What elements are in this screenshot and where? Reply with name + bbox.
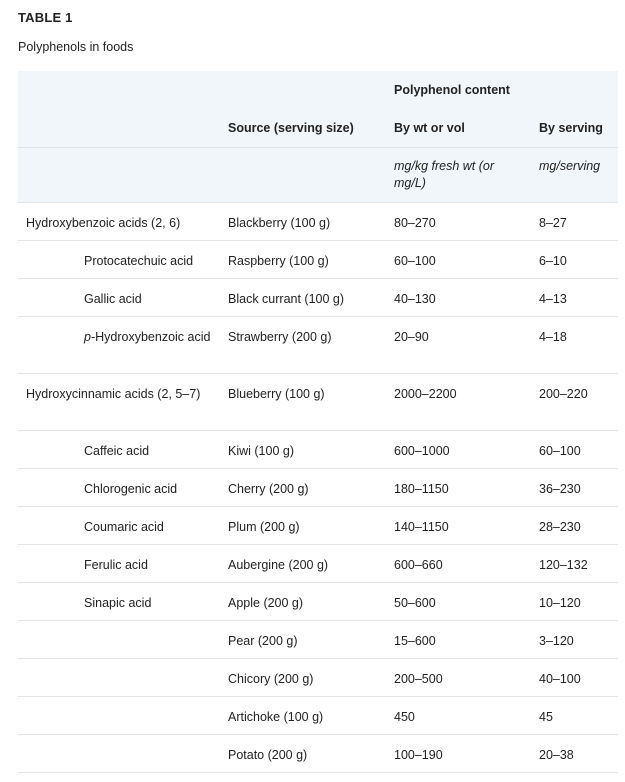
table-row [18, 468, 618, 506]
source-cell: Aubergine (200 g) [228, 557, 329, 572]
header-empty-cell [18, 71, 220, 109]
compound-cell [18, 373, 220, 430]
by-wt-cell: 140–1150 [394, 519, 449, 534]
compound-name: Protocatechuic acid [84, 253, 194, 268]
compound-cell [18, 620, 220, 658]
compound-name: Hydroxycinnamic acids (2, 5–7) [26, 386, 201, 401]
header-empty-cell [220, 147, 386, 202]
source-cell: Cherry (200 g) [228, 481, 309, 496]
compound-cell [18, 544, 220, 582]
by-serving-cell: 45 [539, 709, 553, 724]
compound-cell [18, 506, 220, 544]
compound-cell [18, 278, 220, 316]
by-wt-cell: 20–90 [394, 329, 429, 344]
by-serving-cell: 120–132 [539, 557, 588, 572]
table-row [18, 734, 618, 772]
source-cell: Artichoke (100 g) [228, 709, 324, 724]
by-wt-cell: 600–660 [394, 557, 443, 572]
table-row [18, 696, 618, 734]
table-row [18, 316, 618, 373]
compound-prefix: p [84, 329, 91, 344]
polyphenols-table [18, 71, 618, 773]
header-by-wt: By wt or vol [394, 120, 465, 135]
by-wt-cell: 180–1150 [394, 481, 449, 496]
compound-cell [18, 240, 220, 278]
source-cell: Apple (200 g) [228, 595, 304, 610]
by-serving-cell: 3–120 [539, 633, 574, 648]
compound-cell [18, 430, 220, 468]
by-serving-cell: 10–120 [539, 595, 581, 610]
by-serving-cell: 40–100 [539, 671, 581, 686]
by-wt-cell: 15–600 [394, 633, 436, 648]
compound-name: Gallic acid [84, 291, 142, 306]
table-caption: Polyphenols in foods [18, 40, 134, 54]
compound-name: Chlorogenic acid [84, 481, 178, 496]
source-cell: Strawberry (200 g) [228, 329, 332, 344]
by-serving-cell: 4–18 [539, 329, 567, 344]
by-wt-cell: 2000–2200 [394, 386, 457, 401]
by-serving-cell: 8–27 [539, 215, 567, 230]
header-column-row [18, 109, 618, 147]
source-cell: Potato (200 g) [228, 747, 308, 762]
table-row [18, 202, 618, 240]
source-cell: Black currant (100 g) [228, 291, 345, 306]
table-body [18, 202, 618, 772]
table-row [18, 240, 618, 278]
source-cell: Kiwi (100 g) [228, 443, 294, 458]
header-empty-cell [220, 71, 386, 109]
compound-cell [18, 582, 220, 620]
by-wt-cell: 50–600 [394, 595, 436, 610]
by-serving-cell: 36–230 [539, 481, 581, 496]
header-by-serving: By serving [539, 120, 603, 135]
table-row [18, 278, 618, 316]
table-row [18, 506, 618, 544]
header-group-row [18, 71, 618, 109]
table-row [18, 620, 618, 658]
compound-cell [18, 696, 220, 734]
table-header [18, 71, 618, 202]
by-wt-cell: 100–190 [394, 747, 443, 762]
source-cell: Blackberry (100 g) [228, 215, 331, 230]
source-cell: Chicory (200 g) [228, 671, 314, 686]
compound-cell [18, 316, 220, 373]
source-cell: Pear (200 g) [228, 633, 298, 648]
compound-name: Hydroxybenzoic acids (2, 6) [26, 215, 181, 230]
compound-cell [18, 202, 220, 240]
header-empty-cell [18, 109, 220, 147]
compound-cell [18, 468, 220, 506]
unit-by-serving: mg/serving [539, 158, 601, 173]
header-polyphenol-content: Polyphenol content [394, 83, 510, 97]
by-serving-cell: 28–230 [539, 519, 581, 534]
by-serving-cell: 6–10 [539, 253, 567, 268]
by-wt-cell: 450 [394, 709, 415, 724]
header-source: Source (serving size) [228, 120, 354, 135]
by-wt-cell: 200–500 [394, 671, 443, 686]
source-cell: Plum (200 g) [228, 519, 300, 534]
compound-cell [18, 734, 220, 772]
header-empty-cell [18, 147, 220, 202]
compound-name: Sinapic acid [84, 595, 152, 610]
by-serving-cell: 4–13 [539, 291, 567, 306]
compound-cell [18, 658, 220, 696]
source-cell: Raspberry (100 g) [228, 253, 329, 268]
by-wt-cell: 60–100 [394, 253, 436, 268]
table-title: TABLE 1 [18, 10, 73, 25]
compound-name: Ferulic acid [84, 557, 148, 572]
table-row [18, 658, 618, 696]
table-row [18, 430, 618, 468]
by-wt-cell: 600–1000 [394, 443, 450, 458]
table-row [18, 544, 618, 582]
by-wt-cell: 80–270 [394, 215, 436, 230]
source-cell: Blueberry (100 g) [228, 386, 325, 401]
unit-by-wt: mg/kg fresh wt (or mg/L) [394, 158, 495, 190]
by-wt-cell: 40–130 [394, 291, 436, 306]
compound-name: Coumaric acid [84, 519, 164, 534]
by-serving-cell: 60–100 [539, 443, 581, 458]
header-unit-row [18, 147, 618, 202]
by-serving-cell: 20–38 [539, 747, 574, 762]
by-serving-cell: 200–220 [539, 386, 588, 401]
table-row [18, 373, 618, 430]
table-row [18, 582, 618, 620]
compound-name: -Hydroxybenzoic acid [90, 329, 211, 344]
compound-name: Caffeic acid [84, 443, 150, 458]
